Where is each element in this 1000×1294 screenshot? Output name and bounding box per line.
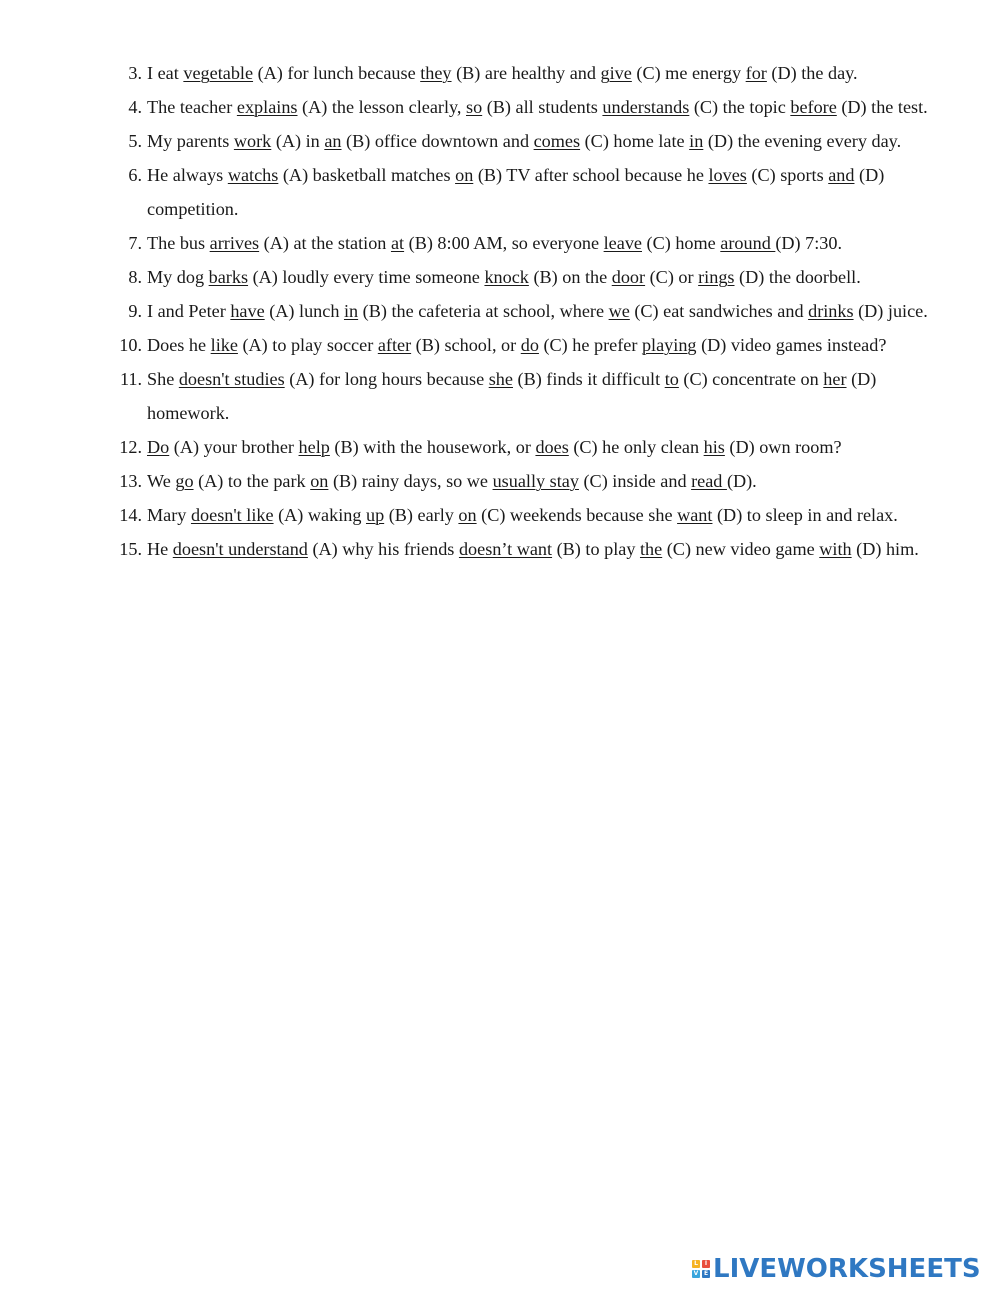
question-text <box>147 369 876 423</box>
underlined-option: doesn't studies <box>178 369 285 389</box>
question-item <box>0 260 947 294</box>
question-number: 4. <box>128 97 142 117</box>
sentence-fragment: (B) early <box>384 505 459 525</box>
question-item <box>0 294 947 328</box>
underlined-option: on <box>458 505 477 525</box>
sentence-fragment: (A) loudly every time someone <box>248 267 485 287</box>
underlined-option: an <box>324 131 342 151</box>
sentence-fragment: I eat <box>147 63 184 83</box>
underlined-option: do <box>520 335 539 355</box>
underlined-option: she <box>488 369 513 389</box>
sentence-fragment: (A) to play soccer <box>237 335 378 355</box>
sentence-fragment: (B) TV after school because he <box>473 165 709 185</box>
sentence-fragment: (A) waking <box>273 505 366 525</box>
sentence-fragment: (D) competition. <box>147 165 885 219</box>
logo-text: LIVEWORKSHEETS <box>713 1254 981 1284</box>
question-number: 7. <box>128 233 142 253</box>
underlined-option: give <box>600 63 632 83</box>
sentence-fragment: (B) school, or <box>411 335 521 355</box>
question-item <box>0 498 947 532</box>
sentence-fragment: Does he <box>147 335 211 355</box>
question-text <box>147 131 901 151</box>
underlined-option: up <box>365 505 385 525</box>
question-number: 10. <box>119 335 142 355</box>
question-text <box>147 233 842 253</box>
sentence-fragment: (A) for lunch because <box>253 63 421 83</box>
sentence-fragment: (C) or <box>645 267 699 287</box>
question-text <box>147 539 919 559</box>
question-number: 14. <box>119 505 142 525</box>
sentence-fragment: (D). <box>726 471 757 491</box>
sentence-fragment: (C) me energy <box>631 63 746 83</box>
question-number: 13. <box>119 471 142 491</box>
underlined-option: so <box>466 97 483 117</box>
sentence-fragment: (D) 7:30. <box>775 233 843 253</box>
sentence-fragment: (A) at the station <box>259 233 391 253</box>
question-number: 12. <box>119 437 142 457</box>
underlined-option: drinks <box>808 301 854 321</box>
sentence-fragment: (C) home <box>642 233 721 253</box>
sentence-fragment: (B) 8:00 AM, so everyone <box>404 233 604 253</box>
underlined-option: vegetable <box>183 63 254 83</box>
underlined-option: read <box>691 471 727 491</box>
underlined-option: comes <box>533 131 581 151</box>
sentence-fragment: (A) basketball matches <box>278 165 456 185</box>
underlined-option: doesn't like <box>190 505 274 525</box>
underlined-option: usually stay <box>492 471 579 491</box>
question-item <box>0 158 947 226</box>
sentence-fragment: He <box>147 539 173 559</box>
question-item <box>0 464 947 498</box>
underlined-option: knock <box>484 267 529 287</box>
question-number: 6. <box>128 165 142 185</box>
sentence-fragment: (D) the evening every day. <box>703 131 902 151</box>
sentence-fragment: (D) video games instead? <box>696 335 887 355</box>
question-item <box>0 430 947 464</box>
underlined-option: with <box>819 539 852 559</box>
question-item <box>0 362 947 430</box>
sentence-fragment: (B) office downtown and <box>341 131 534 151</box>
question-number: 9. <box>128 301 142 321</box>
underlined-option: on <box>310 471 329 491</box>
logo-square: I <box>702 1260 710 1268</box>
underlined-option: arrives <box>209 233 260 253</box>
sentence-fragment: (B) with the housework, or <box>329 437 536 457</box>
underlined-option: at <box>390 233 405 253</box>
sentence-fragment: I and Peter <box>147 301 231 321</box>
underlined-option: work <box>233 131 272 151</box>
sentence-fragment: (A) lunch <box>264 301 344 321</box>
question-item <box>0 328 947 362</box>
question-text <box>147 63 858 83</box>
underlined-option: they <box>420 63 452 83</box>
sentence-fragment: (A) the lesson clearly, <box>297 97 467 117</box>
underlined-option: his <box>703 437 725 457</box>
question-text <box>147 97 928 117</box>
underlined-option: help <box>298 437 330 457</box>
sentence-fragment: (D) own room? <box>724 437 842 457</box>
sentence-fragment: (D) juice. <box>853 301 928 321</box>
sentence-fragment: (C) concentrate on <box>678 369 824 389</box>
underlined-option: her <box>823 369 847 389</box>
underlined-option: rings <box>698 267 735 287</box>
question-text <box>147 301 928 321</box>
underlined-option: watchs <box>227 165 279 185</box>
sentence-fragment: (B) on the <box>528 267 612 287</box>
question-number: 11. <box>119 369 142 389</box>
sentence-fragment: My parents <box>147 131 234 151</box>
question-number: 15. <box>119 539 142 559</box>
underlined-option: on <box>455 165 474 185</box>
underlined-option: for <box>745 63 767 83</box>
underlined-option: in <box>689 131 704 151</box>
sentence-fragment: She <box>147 369 179 389</box>
underlined-option: the <box>639 539 663 559</box>
sentence-fragment: (B) all students <box>482 97 603 117</box>
sentence-fragment: (B) are healthy and <box>451 63 601 83</box>
underlined-option: want <box>677 505 713 525</box>
sentence-fragment: (D) the test. <box>836 97 928 117</box>
underlined-option: we <box>608 301 630 321</box>
sentence-fragment: (D) homework. <box>147 369 877 423</box>
sentence-fragment: He always <box>147 165 228 185</box>
sentence-fragment: We <box>147 471 176 491</box>
underlined-option: leave <box>603 233 642 253</box>
sentence-fragment: (D) to sleep in and relax. <box>712 505 898 525</box>
sentence-fragment: (D) him. <box>851 539 919 559</box>
underlined-option: go <box>175 471 194 491</box>
sentence-fragment: (D) the day. <box>766 63 858 83</box>
underlined-option: understands <box>602 97 690 117</box>
logo-square: L <box>692 1260 700 1268</box>
sentence-fragment: (A) your brother <box>169 437 299 457</box>
sentence-fragment: (C) he only clean <box>568 437 704 457</box>
question-text <box>147 267 861 287</box>
question-item <box>0 124 947 158</box>
question-number: 5. <box>128 131 142 151</box>
sentence-fragment: (A) for long hours because <box>284 369 489 389</box>
liveworksheets-logo <box>692 1254 981 1284</box>
sentence-fragment: (B) rainy days, so we <box>328 471 493 491</box>
sentence-fragment: (C) inside and <box>578 471 692 491</box>
underlined-option: have <box>230 301 265 321</box>
underlined-option: does <box>535 437 569 457</box>
logo-square: E <box>703 1270 709 1277</box>
underlined-option: explains <box>236 97 298 117</box>
underlined-option: to <box>664 369 679 389</box>
question-item <box>0 226 947 260</box>
sentence-fragment: (C) eat sandwiches and <box>629 301 809 321</box>
underlined-option: doesn't understand <box>172 539 308 559</box>
liveworksheets-logo-icon <box>692 1260 710 1278</box>
underlined-option: in <box>343 301 359 321</box>
sentence-fragment: (C) new video game <box>662 539 820 559</box>
underlined-option: Do <box>147 437 170 457</box>
underlined-option: like <box>210 335 238 355</box>
sentence-fragment: (B) the cafeteria at school, where <box>358 301 609 321</box>
question-text <box>147 165 884 219</box>
sentence-fragment: (C) sports <box>746 165 829 185</box>
question-item <box>0 532 947 566</box>
sentence-fragment: (D) the doorbell. <box>734 267 861 287</box>
sentence-fragment: (C) home late <box>580 131 690 151</box>
sentence-fragment: (C) he prefer <box>538 335 642 355</box>
sentence-fragment: Mary <box>147 505 191 525</box>
underlined-option: door <box>611 267 646 287</box>
question-text <box>147 471 757 491</box>
question-number: 3. <box>128 63 142 83</box>
sentence-fragment: My dog <box>147 267 209 287</box>
sentence-fragment: (C) weekends because she <box>476 505 678 525</box>
sentence-fragment: (C) the topic <box>689 97 791 117</box>
underlined-option: playing <box>641 335 697 355</box>
underlined-option: around <box>720 233 776 253</box>
sentence-fragment: (A) why his friends <box>307 539 459 559</box>
question-text <box>147 437 842 457</box>
question-list <box>0 56 1000 566</box>
sentence-fragment: (A) in <box>271 131 325 151</box>
sentence-fragment: The bus <box>147 233 210 253</box>
question-text <box>147 335 886 355</box>
underlined-option: before <box>790 97 837 117</box>
sentence-fragment: (B) to play <box>552 539 640 559</box>
underlined-option: loves <box>708 165 747 185</box>
question-item <box>0 56 947 90</box>
question-text <box>147 505 898 525</box>
question-item <box>0 90 947 124</box>
question-number: 8. <box>128 267 142 287</box>
underlined-option: after <box>377 335 412 355</box>
underlined-option: barks <box>208 267 249 287</box>
logo-square: V <box>693 1270 699 1277</box>
sentence-fragment: (A) to the park <box>193 471 311 491</box>
sentence-fragment: The teacher <box>147 97 237 117</box>
underlined-option: and <box>828 165 855 185</box>
underlined-option: doesn’t want <box>458 539 553 559</box>
sentence-fragment: (B) finds it difficult <box>512 369 665 389</box>
